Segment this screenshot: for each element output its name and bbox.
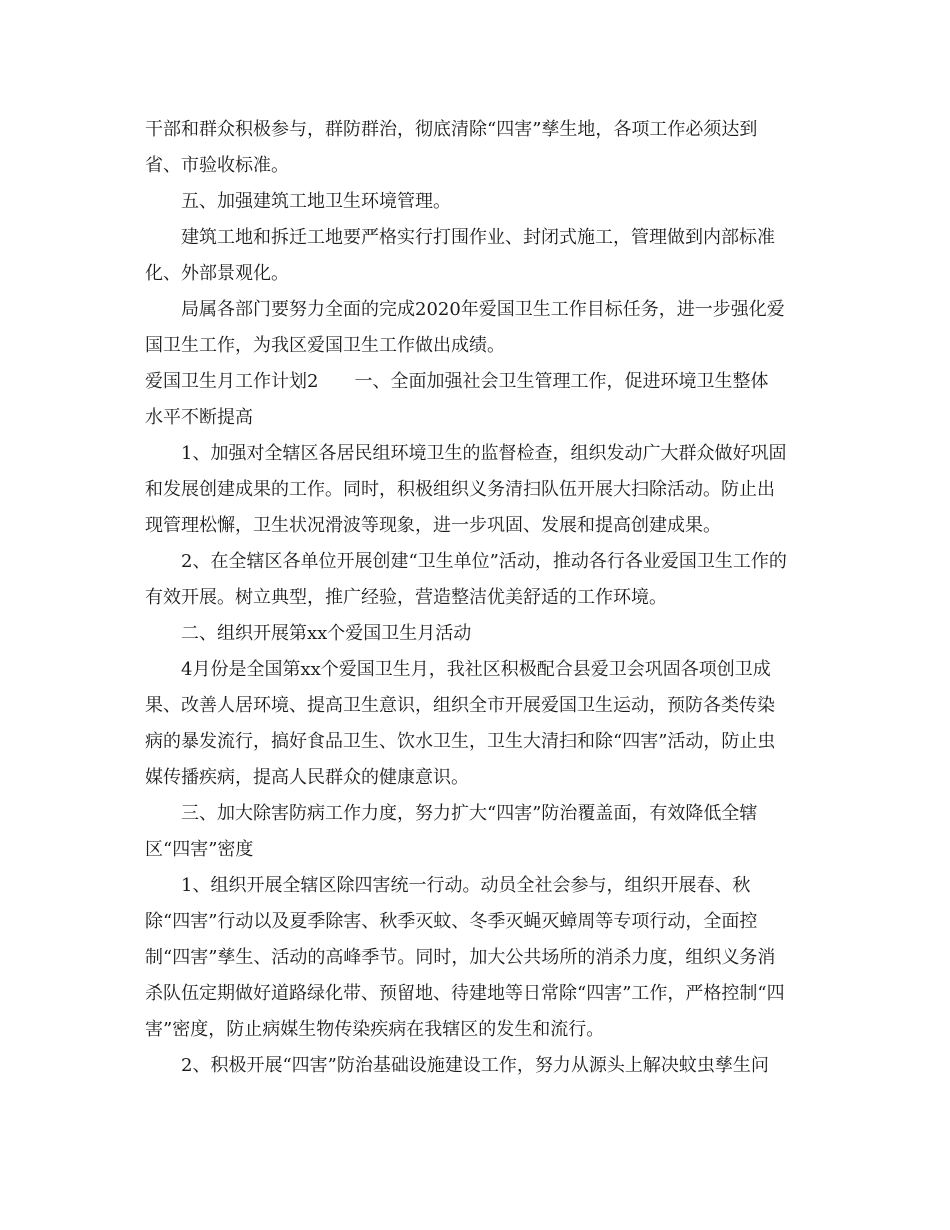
paragraph: [145, 436, 810, 544]
line-text: 2、积极开展“四害”防治基础设施建设工作，努力从源头上解决蚊虫孳生问: [181, 1055, 769, 1076]
text-line: [145, 148, 810, 184]
paragraph: [145, 616, 810, 652]
text-line: [145, 688, 810, 724]
line-text: 2、在全辖区各单位开展创建“卫生单位”活动，推动各行各业爱国卫生工作的: [181, 551, 787, 572]
line-text: 果、改善人居环境、提高卫生意识，组织全市开展爱国卫生运动，预防各类传染: [145, 695, 775, 716]
text-line: [145, 580, 810, 616]
text-line: [145, 400, 810, 436]
text-line: [145, 868, 810, 904]
paragraph: [145, 292, 810, 364]
text-line: [145, 508, 810, 544]
text-line: [145, 472, 810, 508]
text-line: [145, 292, 810, 328]
document-body: [145, 112, 810, 1084]
line-text: 现管理松懈，卫生状况滑波等现象，进一步巩固、发展和提高创建成果。: [145, 515, 721, 536]
text-line: [145, 436, 810, 472]
line-text: 水平不断提高: [145, 407, 253, 428]
text-line: [145, 328, 810, 364]
paragraph: [145, 364, 810, 436]
line-text: 害”密度，防止病媒生物传染疾病在我辖区的发生和流行。: [145, 1019, 605, 1040]
line-text: 1、加强对全辖区各居民组环境卫生的监督检查，组织发动广大群众做好巩固: [181, 443, 787, 464]
line-text: 三、加大除害防病工作力度，努力扩大“四害”防治覆盖面，有效降低全辖: [181, 803, 758, 824]
text-line: [145, 832, 810, 868]
line-text: 区“四害”密度: [145, 839, 254, 860]
line-text: 病的暴发流行，搞好食品卫生、饮水卫生，卫生大清扫和除“四害”活动，防止虫: [145, 731, 776, 752]
paragraph: [145, 184, 810, 220]
text-line: [145, 364, 810, 400]
text-line: [145, 796, 810, 832]
text-line: [145, 760, 810, 796]
text-line: [145, 904, 810, 940]
text-line: [145, 940, 810, 976]
line-text: 有效开展。树立典型，推广经验，营造整洁优美舒适的工作环境。: [145, 587, 667, 608]
line-text: 化、外部景观化。: [145, 263, 289, 284]
text-line: [145, 1012, 810, 1048]
line-text: 制“四害”孳生、活动的高峰季节。同时，加大公共场所的消杀力度，组织义务消: [145, 947, 776, 968]
paragraph: [145, 796, 810, 868]
text-line: [145, 976, 810, 1012]
text-line: [145, 184, 810, 220]
paragraph: [145, 220, 810, 292]
text-line: [145, 1048, 810, 1084]
line-text: 1、组织开展全辖区除四害统一行动。动员全社会参与，组织开展春、秋: [181, 875, 751, 896]
text-line: [145, 220, 810, 256]
paragraph: [145, 112, 810, 184]
line-text: 杀队伍定期做好道路绿化带、预留地、待建地等日常除“四害”工作，严格控制“四: [145, 983, 785, 1004]
text-line: [145, 724, 810, 760]
text-line: [145, 616, 810, 652]
line-text: 局属各部门要努力全面的完成2020年爱国卫生工作目标任务，进一步强化爱: [181, 299, 785, 320]
text-line: [145, 652, 810, 688]
paragraph: [145, 868, 810, 1048]
line-text: 五、加强建筑工地卫生环境管理。: [181, 191, 451, 212]
line-text: 二、组织开展第xx个爱国卫生月活动: [181, 623, 472, 644]
line-text: 省、市验收标准。: [145, 155, 289, 176]
text-line: [145, 256, 810, 292]
line-text: 干部和群众积极参与，群防群治，彻底清除“四害”孳生地，各项工作必须达到: [145, 119, 758, 140]
text-line: [145, 112, 810, 148]
line-text: 建筑工地和拆迁工地要严格实行打围作业、封闭式施工，管理做到内部标准: [181, 227, 775, 248]
line-text: 国卫生工作，为我区爱国卫生工作做出成绩。: [145, 335, 505, 356]
paragraph: [145, 652, 810, 796]
line-text: 4月份是全国第xx个爱国卫生月，我社区积极配合县爱卫会巩固各项创卫成: [181, 659, 771, 680]
paragraph: [145, 544, 810, 616]
paragraph: [145, 1048, 810, 1084]
text-line: [145, 544, 810, 580]
line-text: 和发展创建成果的工作。同时，积极组织义务清扫队伍开展大扫除活动。防止出: [145, 479, 775, 500]
line-text: 除“四害”行动以及夏季除害、秋季灭蚊、冬季灭蝇灭蟑周等专项行动，全面控: [145, 911, 758, 932]
line-text: 爱国卫生月工作计划2 一、全面加强社会卫生管理工作，促进环境卫生整体: [145, 371, 769, 392]
line-text: 媒传播疾病，提高人民群众的健康意识。: [145, 767, 469, 788]
